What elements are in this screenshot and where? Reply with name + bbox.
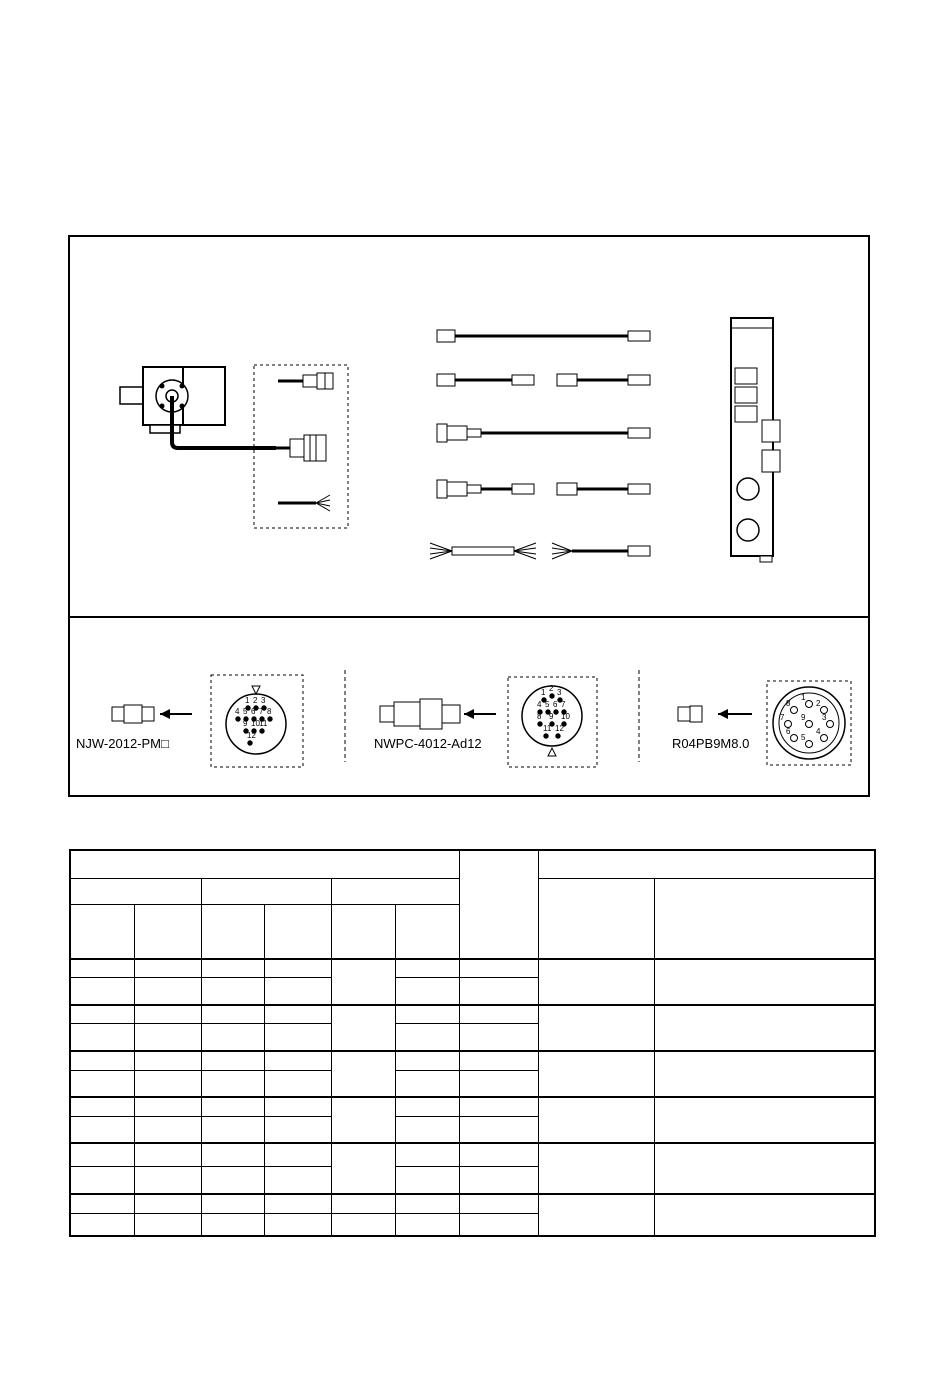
njw-pin-label-8: 8 xyxy=(267,707,272,716)
r04-pin-label-9: 9 xyxy=(801,713,806,722)
njw-pin-label-6: 6 xyxy=(251,707,256,716)
table-header-cell xyxy=(201,878,331,904)
table-header-cell xyxy=(70,904,134,958)
table-row xyxy=(70,1194,875,1214)
r04-pin-8 xyxy=(791,707,798,714)
table-header-cell xyxy=(201,904,264,958)
table-header-cell xyxy=(134,904,201,958)
connector-label-njw: NJW-2012-PM□ xyxy=(76,736,169,751)
nwpc-pin-label-8: 8 xyxy=(537,712,542,721)
nwpc-pin-label-12: 12 xyxy=(555,724,564,733)
r04-pin-face xyxy=(773,687,845,759)
nwpc-pin-label-7: 7 xyxy=(561,700,566,709)
table-header-cell xyxy=(654,878,875,958)
r04-pin-9 xyxy=(806,721,813,728)
njw-pin-label-4: 4 xyxy=(235,707,240,716)
r04-pin-5 xyxy=(806,741,813,748)
r04-pin-3 xyxy=(827,721,834,728)
nwpc-pin-label-4: 4 xyxy=(537,700,542,709)
njw-connector-plug-icon xyxy=(112,705,192,723)
nwpc-pin-label-2: 2 xyxy=(549,684,554,693)
cable-row-2 xyxy=(437,374,650,386)
njw-pin-label-2: 2 xyxy=(253,696,258,705)
specification-table xyxy=(69,849,876,1237)
r04-pin-7 xyxy=(785,721,792,728)
connector-label-r04: R04PB9M8.0 xyxy=(672,736,750,751)
njw-pin-12 xyxy=(248,741,252,745)
table-header-cell xyxy=(70,878,201,904)
r04-pin-4 xyxy=(821,735,828,742)
cable-row-4 xyxy=(437,480,650,498)
motor-connector-large xyxy=(276,435,326,461)
table-header-cell xyxy=(459,850,538,959)
r04-pin-label-1: 1 xyxy=(801,693,806,702)
nwpc-pin-8 xyxy=(538,722,542,726)
njw-pin-label-5: 5 xyxy=(243,707,248,716)
table-header-cell xyxy=(70,850,459,878)
nwpc-pin-label-5: 5 xyxy=(545,700,550,709)
njw-pin-8 xyxy=(268,717,272,721)
table-header-cell xyxy=(538,850,875,878)
njw-pin-label-9: 9 xyxy=(243,719,248,728)
cable-row-5 xyxy=(430,543,650,559)
motor-connector-small xyxy=(278,373,333,389)
njw-pin-face xyxy=(226,686,286,754)
r04-pin-label-4: 4 xyxy=(816,727,821,736)
nwpc-connector-plug-icon xyxy=(380,699,496,729)
r04-pin-label-6: 6 xyxy=(786,727,791,736)
r04-pin-6 xyxy=(791,735,798,742)
motor-flying-leads xyxy=(278,495,330,511)
njw-pin-11 xyxy=(260,729,264,733)
motor-illustration xyxy=(120,367,276,448)
njw-pin-label-12: 12 xyxy=(247,731,256,740)
njw-pin-4 xyxy=(236,717,240,721)
table-row xyxy=(70,959,875,978)
table-header-cell xyxy=(331,878,459,904)
nwpc-pin-label-1: 1 xyxy=(541,688,546,697)
njw-pin-label-7: 7 xyxy=(259,707,264,716)
nwpc-pin-label-10: 10 xyxy=(561,712,570,721)
table-row xyxy=(70,1051,875,1070)
nwpc-pin-2 xyxy=(550,694,554,698)
r04-pin-label-5: 5 xyxy=(801,733,806,742)
nwpc-pin-face xyxy=(522,684,582,756)
table-row xyxy=(70,1143,875,1166)
nwpc-pin-12 xyxy=(556,734,560,738)
table-header-cell xyxy=(331,904,395,958)
controller-module xyxy=(731,318,780,562)
r04-pin-label-3: 3 xyxy=(822,713,827,722)
r04-pin-1 xyxy=(806,701,813,708)
cable-row-1 xyxy=(437,330,650,342)
r04-pin-label-2: 2 xyxy=(816,699,821,708)
nwpc-pin-label-6: 6 xyxy=(553,700,558,709)
table-header-cell xyxy=(395,904,459,958)
table-header-row-1 xyxy=(70,850,875,878)
nwpc-pin-label-9: 9 xyxy=(549,712,554,721)
table-header-cell xyxy=(264,904,331,958)
r04-pin-label-8: 8 xyxy=(786,699,791,708)
nwpc-pin-label-3: 3 xyxy=(557,688,562,697)
table-row xyxy=(70,1005,875,1024)
cable-row-3 xyxy=(437,424,650,442)
nwpc-pin-label-11: 11 xyxy=(543,724,552,733)
njw-pin-label-10: 10 xyxy=(251,719,260,728)
nwpc-pin-6 xyxy=(554,710,558,714)
njw-pin-label-1: 1 xyxy=(245,696,250,705)
table-row xyxy=(70,1097,875,1116)
r04-pin-label-7: 7 xyxy=(780,713,785,722)
njw-pin-label-11: 11 xyxy=(259,719,268,728)
connector-label-nwpc: NWPC-4012-Ad12 xyxy=(374,736,482,751)
njw-pin-label-3: 3 xyxy=(261,696,266,705)
table-header-cell xyxy=(538,878,654,958)
nwpc-pin-11 xyxy=(544,734,548,738)
r04-connector-plug-icon xyxy=(678,706,752,722)
